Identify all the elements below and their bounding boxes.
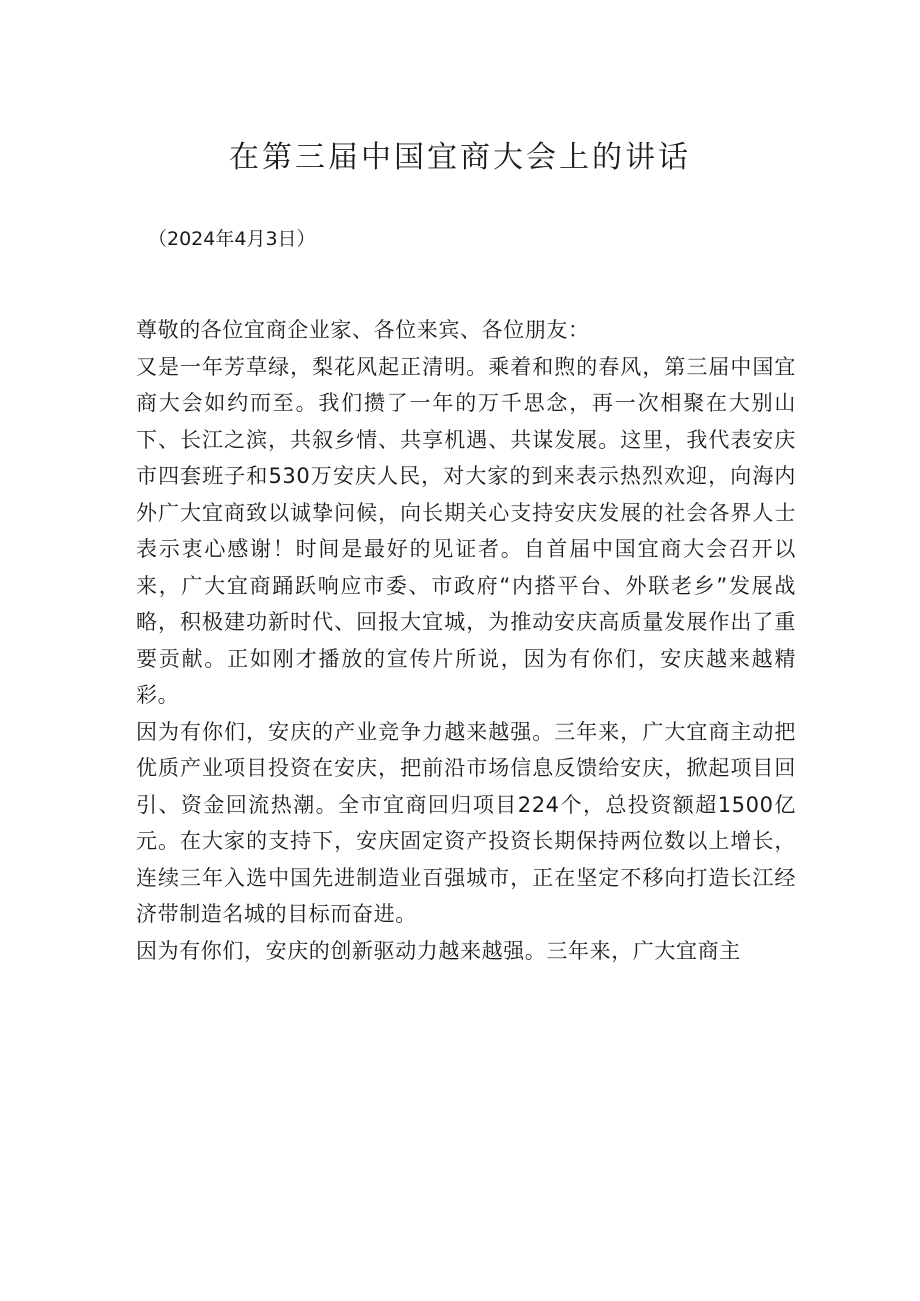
speech-body [136, 312, 796, 969]
document-title: 在第三届中国宜商大会上的讲话 [229, 140, 691, 175]
paragraph: 因为有你们，安庆的产业竞争力越来越强。三年来，广大宜商主动把优质产业项目投资在安庆，把前沿市场信息反馈给安庆，掀起项目回引、资金回流热潮。全市宜商回归项目224个，总投资额超1500亿元。在大家的支持下，安庆固定资产投资长期保持两位数以上增长，连续三年入选中国先进制造业百强城市，正在坚定不移向打造长江经济带制造名城的目标而奋进。 [136, 719, 796, 926]
paragraph: 因为有你们，安庆的创新驱动力越来越强。三年来，广大宜商主 [136, 938, 741, 963]
greeting: 尊敬的各位宜商企业家、各位来宾、各位朋友： [136, 318, 590, 342]
speech-date: （2024年4月3日） [148, 228, 316, 250]
paragraph: 又是一年芳草绿，梨花风起正清明。乘着和煦的春风，第三届中国宜商大会如约而至。我们攒了一年的万千思念，再一次相聚在大别山下、长江之滨，共叙乡情、共享机遇、共谋发展。这里，我代表安庆市四套班子和530万安庆人民，对大家的到来表示热烈欢迎，向海内外广大宜商致以诚挚问候，向长期关心支持安庆发展的社会各界人士表示衷心感谢！时间是最好的见证者。自首届中国宜商大会召开以来，广大宜商踊跃响应市委、市政府“内搭平台、外联老乡”发展战略，积极建功新时代、回报大宜城，为推动安庆高质量发展作出了重要贡献。正如刚才播放的宣传片所说，因为有你们，安庆越来越精彩。 [136, 354, 796, 707]
